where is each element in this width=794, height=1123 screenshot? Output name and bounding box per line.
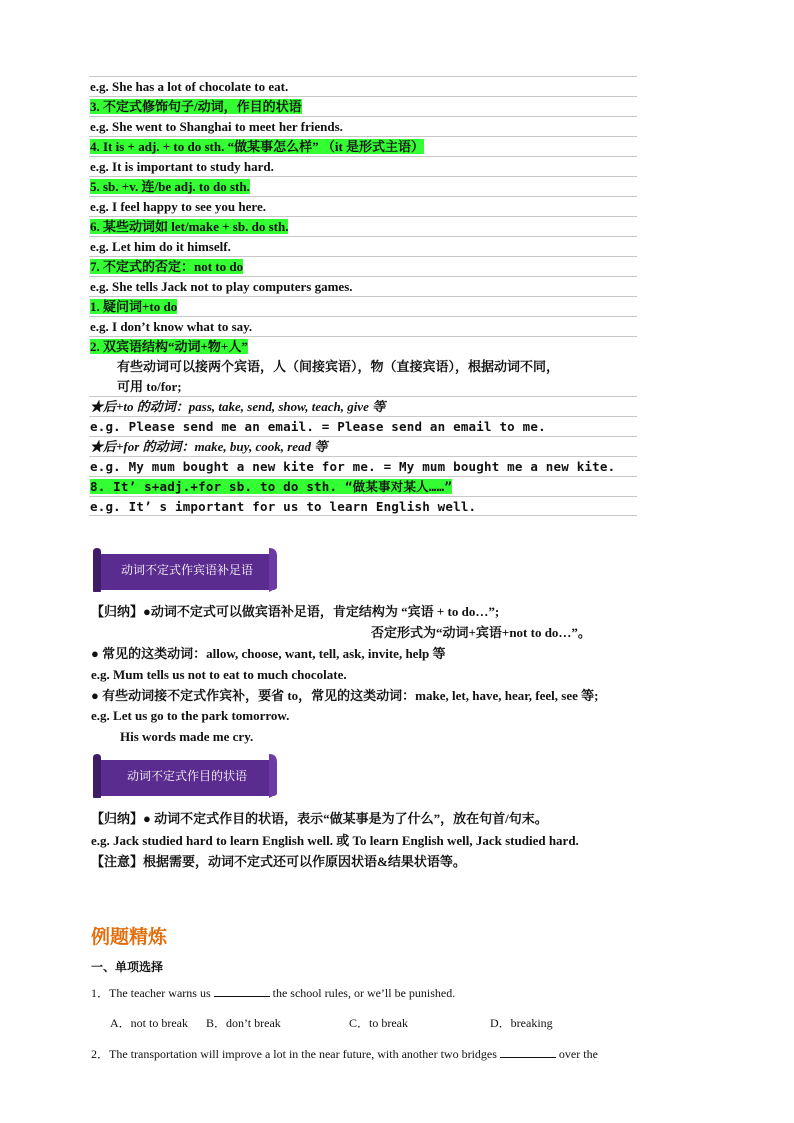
grammar-table [89,76,637,516]
summary-line: 【归纳】● 动词不定式作目的状语，表示“做某事是为了什么”，放在句首/句末。 [91,811,548,826]
table-row: 7. 不定式的否定：not to do [89,256,637,276]
table-row: e.g. I feel happy to see you here. [89,196,637,216]
table-row: 5. sb. +v. 连/be adj. to do sth. [89,176,637,196]
table-row: e.g. Please send me an email. = Please send an email to me. [89,416,637,436]
table-row: 4. It is + adj. + to do sth. “做某事怎么样” （it 是形式主语） [89,136,637,156]
part-title: 一、单项选择 [91,960,164,974]
table-row: 8. It’ s+adj.+for sb. to do sth. “做某事对某人……” [89,476,637,496]
table-row: 3. 不定式修饰句子/动词，作目的状语 [89,96,637,116]
note-line: 【注意】根据需要，动词不定式还可以作原因状语&结果状语等。 [91,854,466,869]
example-line: e.g. Jack studied hard to learn English well. 或 To learn English well, Jack studied hard. [91,833,579,848]
summary-line: 【归纳】●动词不定式可以做宾语补足语，肯定结构为 “宾语 + to do…”; [91,604,500,619]
option-b: B．don’t break [206,1016,281,1030]
table-row: e.g. It’ s important for us to learn English well. [89,496,637,516]
option-a: A．not to break [110,1016,188,1030]
section-heading: 例题精炼 [91,926,168,948]
table-row: e.g. It is important to study hard. [89,156,637,176]
summary-line: 否定形式为“动词+宾语+not to do…”。 [371,625,591,640]
table-row: e.g. Let him do it himself. [89,236,637,256]
table-row: e.g. She has a lot of chocolate to eat. [89,76,637,96]
example-line: e.g. Mum tells us not to eat to much chocolate. [91,667,347,682]
summary-line: ● 有些动词接不定式作宾补，要省 to，常见的这类动词：make, let, have, hear, feel, see 等; [91,688,599,703]
table-row: e.g. She tells Jack not to play computers games. [89,276,637,296]
table-row: 2. 双宾语结构“动词+物+人” 有些动词可以接两个宾语，人（间接宾语），物（直接宾语），根据动词不同， 可用 to/for; [89,336,637,396]
question-1: 1．The teacher warns us the school rules, or we’ll be punished. [91,986,456,1000]
section-banner: 动词不定式作宾语补足语 [91,548,277,592]
question-2: 2．The transportation will improve a lot in the near future, with another two bridges over the [91,1047,598,1061]
answer-blank [214,984,270,997]
answer-blank [500,1045,556,1058]
table-row: ★后+to 的动词：pass, take, send, show, teach, give 等 [89,396,637,416]
summary-line: ● 常见的这类动词：allow, choose, want, tell, ask, invite, help 等 [91,646,446,661]
table-row: 1. 疑问词+to do [89,296,637,316]
section-banner: 动词不定式作目的状语 [91,754,277,798]
question-1-options [110,1014,553,1032]
table-row: e.g. She went to Shanghai to meet her friends. [89,116,637,136]
option-d: D．breaking [490,1016,553,1030]
example-line: His words made me cry. [120,729,254,744]
option-c: C．to break [349,1016,408,1030]
table-row: e.g. I don’t know what to say. [89,316,637,336]
table-row: ★后+for 的动词：make, buy, cook, read 等 [89,436,637,456]
table-row: e.g. My mum bought a new kite for me. = My mum bought me a new kite. [89,456,637,476]
table-row: 6. 某些动词如 let/make + sb. do sth. [89,216,637,236]
example-line: e.g. Let us go to the park tomorrow. [91,708,290,723]
